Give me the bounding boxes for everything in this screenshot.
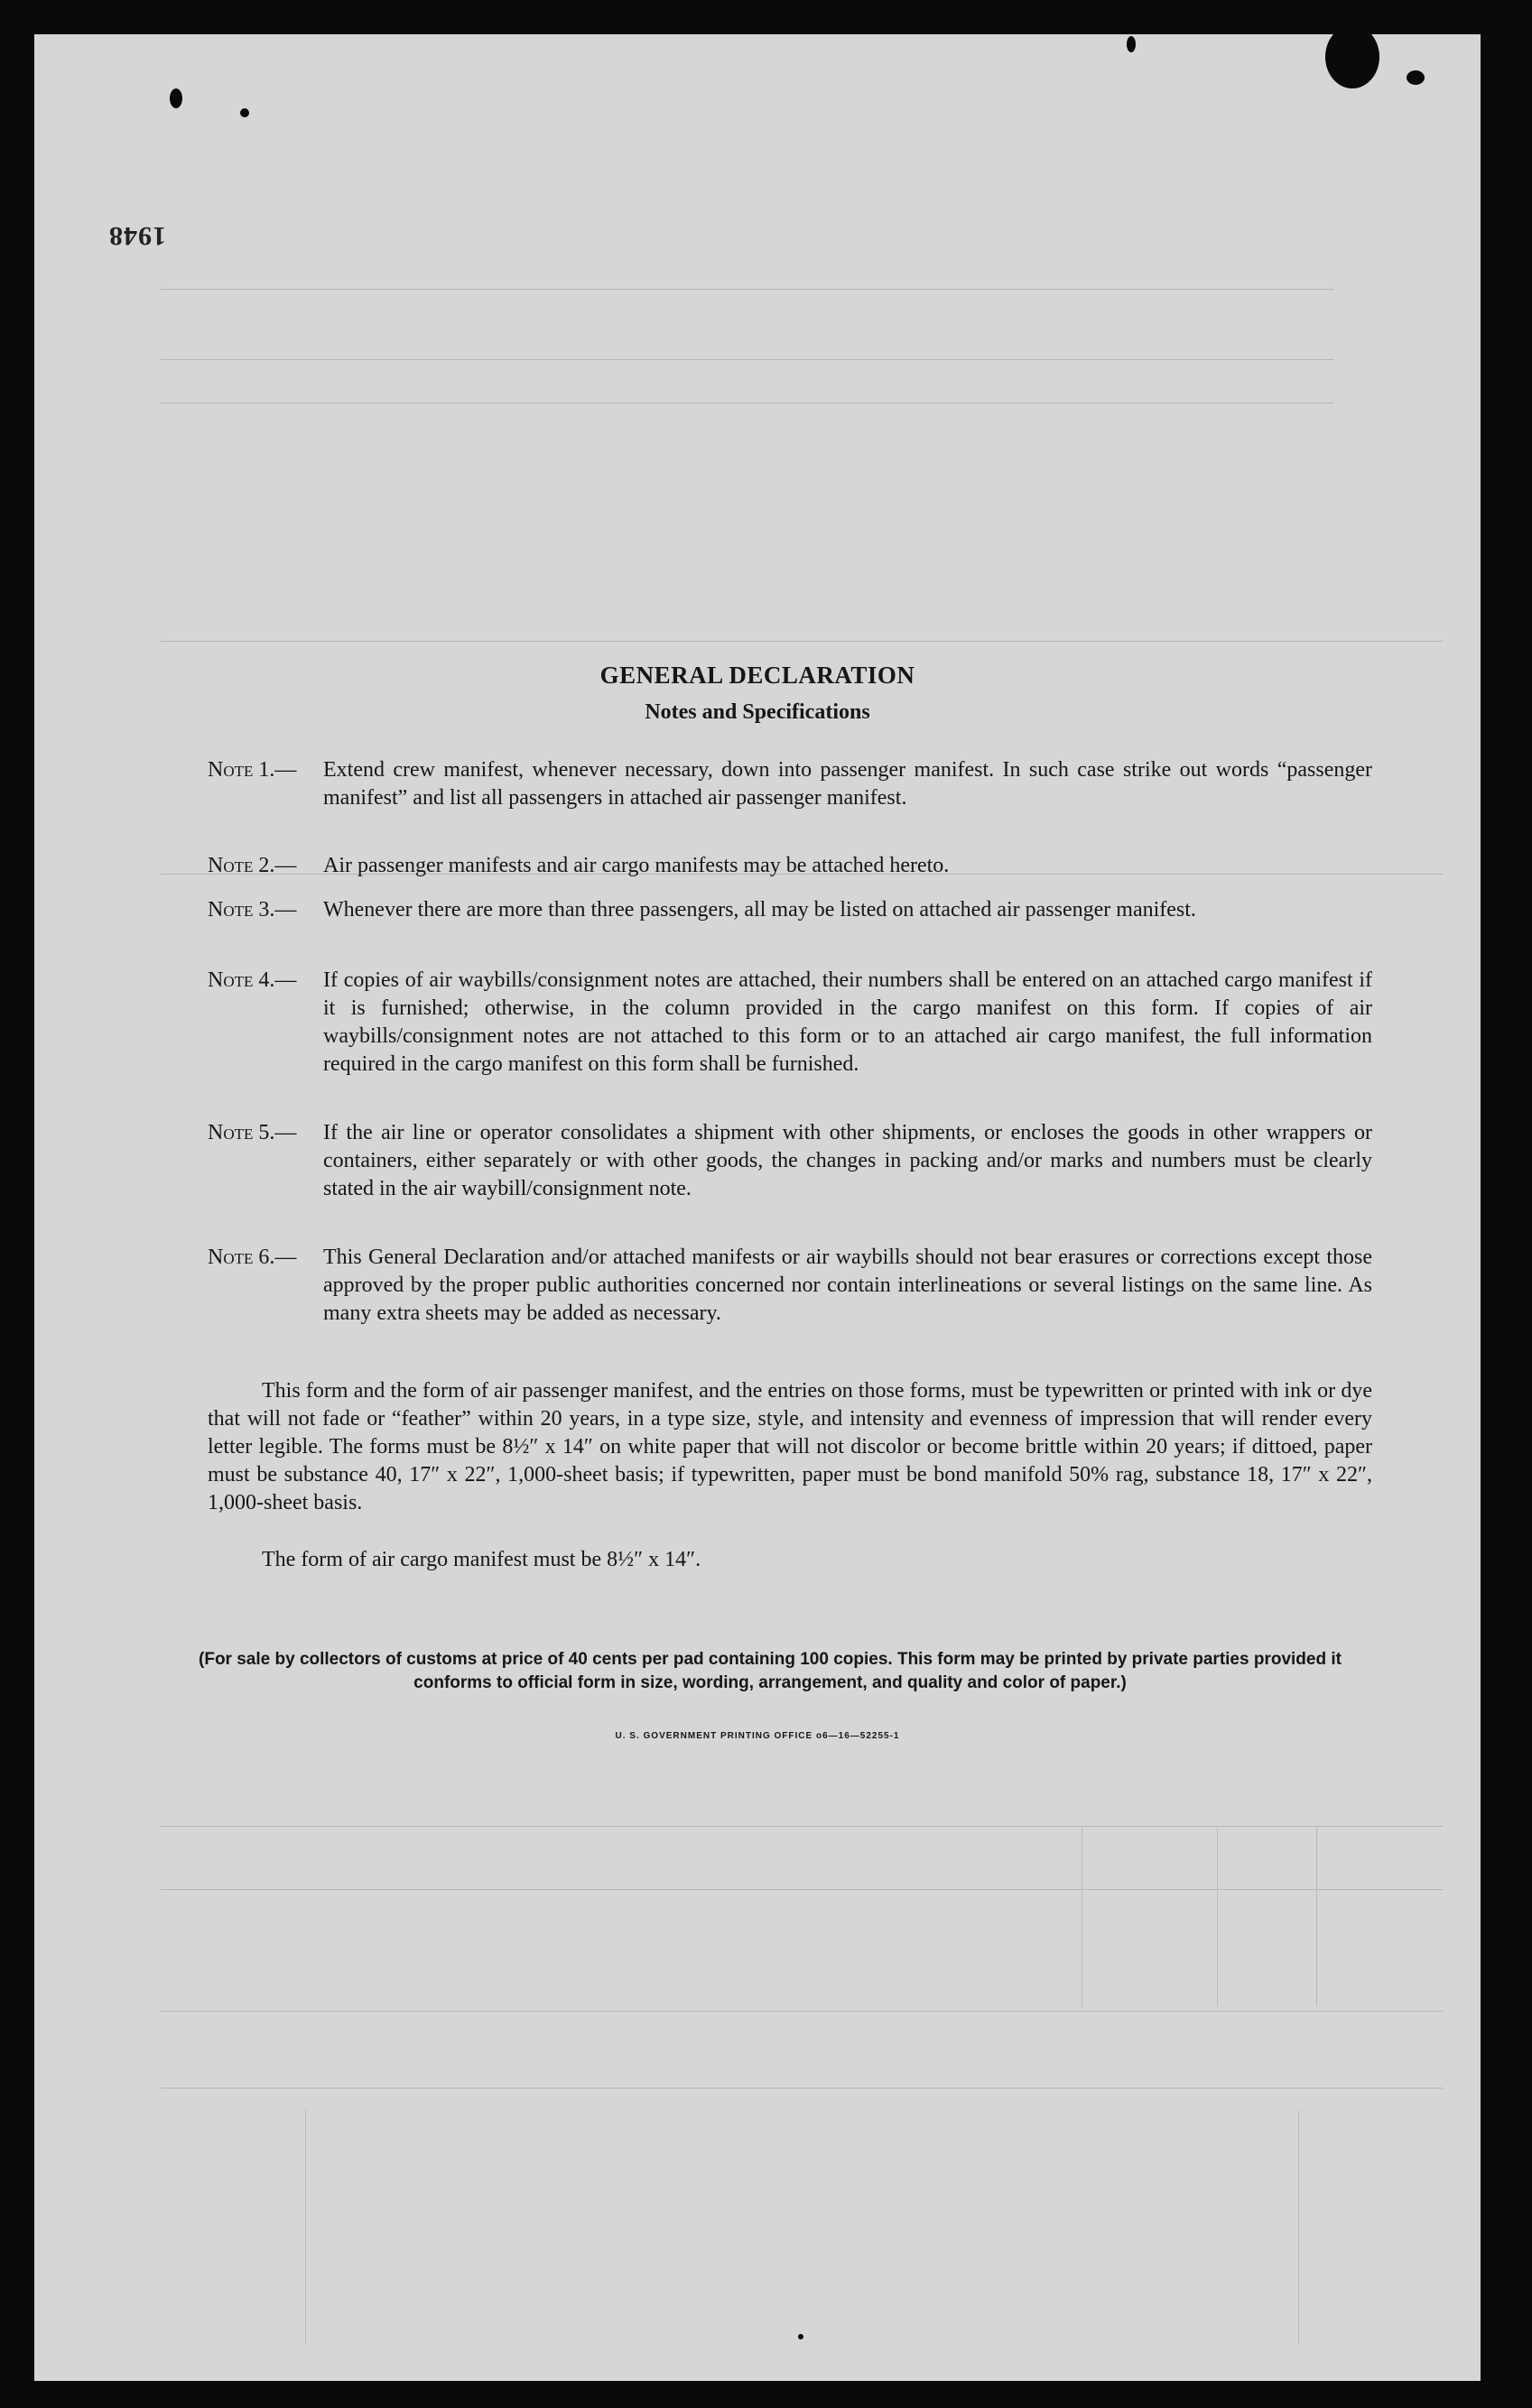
note-label: Note <box>208 1246 254 1269</box>
bleed-through-rule <box>161 641 1443 642</box>
note-number: 2. <box>258 854 275 877</box>
note-text: If copies of air waybills/consignment notes are attached, their numbers shall be entered on an attached cargo manifest if it is furnished; otherwise, in the column provided in the cargo manifest on this form. If copies of air waybills/consignment notes are not attached to this form or to an attached air cargo manifest, the full information required in the cargo manifest on this form shall be furnished. <box>323 968 1372 1076</box>
note-label: Note <box>208 854 254 877</box>
bleed-through-rule <box>161 289 1334 290</box>
bleed-through-rule <box>305 2110 306 2345</box>
note-label: Note <box>208 758 254 782</box>
sale-note: (For sale by collectors of customs at price of 40 cents per pad containing 100 copies. This form may be printed by private parties provided it conforms to official form in size, wording, arrangement, and quality and color of paper.) <box>199 1650 1342 1692</box>
note-number: 6. <box>258 1246 275 1269</box>
torn-edge-mark <box>1127 36 1136 52</box>
note-number: 3. <box>258 898 275 922</box>
note-text: This General Declaration and/or attached manifests or air waybills should not bear erasures or corrections except those approved by the proper public authorities concerned nor contain interlineations or several listings on the same line. As many extra sheets may be added as necessary. <box>323 1246 1372 1325</box>
bleed-through-rule <box>1298 2110 1299 2345</box>
torn-edge-mark <box>170 88 182 108</box>
note-label: Note <box>208 968 254 992</box>
note-4: Note 4.— If copies of air waybills/consignment notes are attached, their numbers shall be entered on an attached cargo manifest if it is furnished; otherwise, in the column provided in the cargo manifest on this form. If copies of air waybills/consignment notes are not attached to this form or to an attached air cargo manifest, the full information required in the cargo manifest on this form shall be furnished. <box>208 967 1372 1079</box>
note-5: Note 5.— If the air line or operator consolidates a shipment with other shipments, or encloses the goods in other wrappers or containers, either separately or with other goods, the changes in packing and/or marks and numbers must be clearly stated in the air waybill/consignment note. <box>208 1119 1372 1203</box>
document-title: GENERAL DECLARATION <box>599 662 915 689</box>
note-6: Note 6.— This General Declaration and/or attached manifests or air waybills should not bear erasures or corrections except those approved by the proper public authorities concerned nor contain interlineations or several listings on the same line. As many extra sheets may be added as necessary. <box>208 1244 1372 1328</box>
torn-edge-mark <box>1325 34 1379 88</box>
note-number: 1. <box>258 758 275 782</box>
torn-edge-mark <box>1407 70 1425 85</box>
note-number: 5. <box>258 1121 275 1144</box>
specification-paragraph <box>208 1377 1372 1517</box>
bleed-through-rule <box>1316 1826 1317 2006</box>
document-subtitle: Notes and Specifications <box>645 700 870 724</box>
bleed-through-rule <box>1217 1826 1218 2006</box>
note-label: Note <box>208 898 254 922</box>
note-number: 4. <box>258 968 275 992</box>
note-text: If the air line or operator consolidates a shipment with other shipments, or encloses the goods in other wrappers or containers, either separately or with other goods, the changes in packing and/or marks and numbers must be clearly stated in the air waybill/consignment note. <box>323 1121 1372 1200</box>
cargo-form-size-line: The form of air cargo manifest must be 8½″ x 14″. <box>262 1548 701 1571</box>
note-text: Extend crew manifest, whenever necessary, down into passenger manifest. In such case strike out words “passenger manifest” and list all passengers in attached air passenger manifest. <box>323 758 1372 810</box>
handwritten-year: 1948 <box>108 221 166 251</box>
note-text: Whenever there are more than three passengers, all may be listed on attached air passenger manifest. <box>323 898 1196 922</box>
note-label: Note <box>208 1121 254 1144</box>
speck-mark <box>798 2334 803 2339</box>
note-1: Note 1.— Extend crew manifest, whenever necessary, down into passenger manifest. In such case strike out words “passenger manifest” and list all passengers in attached air passenger manifest. <box>208 756 1372 812</box>
torn-edge-mark <box>240 108 249 117</box>
document-page <box>34 34 1481 2381</box>
note-text: Air passenger manifests and air cargo manifests may be attached hereto. <box>323 854 950 877</box>
note-3: Note 3.— Whenever there are more than three passengers, all may be listed on attached air passenger manifest. <box>208 896 1372 924</box>
bleed-through-rule <box>161 1826 1443 1827</box>
bleed-through-rule <box>161 2011 1443 2012</box>
note-2: Note 2.— Air passenger manifests and air cargo manifests may be attached hereto. <box>208 852 1372 880</box>
bleed-through-rule <box>161 1889 1443 1890</box>
printer-line: U. S. GOVERNMENT PRINTING OFFICE o6—16—52255-1 <box>615 1731 900 1741</box>
bleed-through-rule <box>161 359 1334 360</box>
specification-text: This form and the form of air passenger manifest, and the entries on those forms, must be typewritten or printed with ink or dye that will not fade or “feather” within 20 years, in a type size, style, and intensity and evenness of impression that will render every letter legible. The forms must be 8½″ x 14″ on white paper that will not discolor or become brittle within 20 years; if dittoed, paper must be substance 40, 17″ x 22″, 1,000-sheet basis; if typewritten, paper must be bond manifold 50% rag, substance 18, 17″ x 22″, 1,000-sheet basis. <box>208 1379 1372 1514</box>
